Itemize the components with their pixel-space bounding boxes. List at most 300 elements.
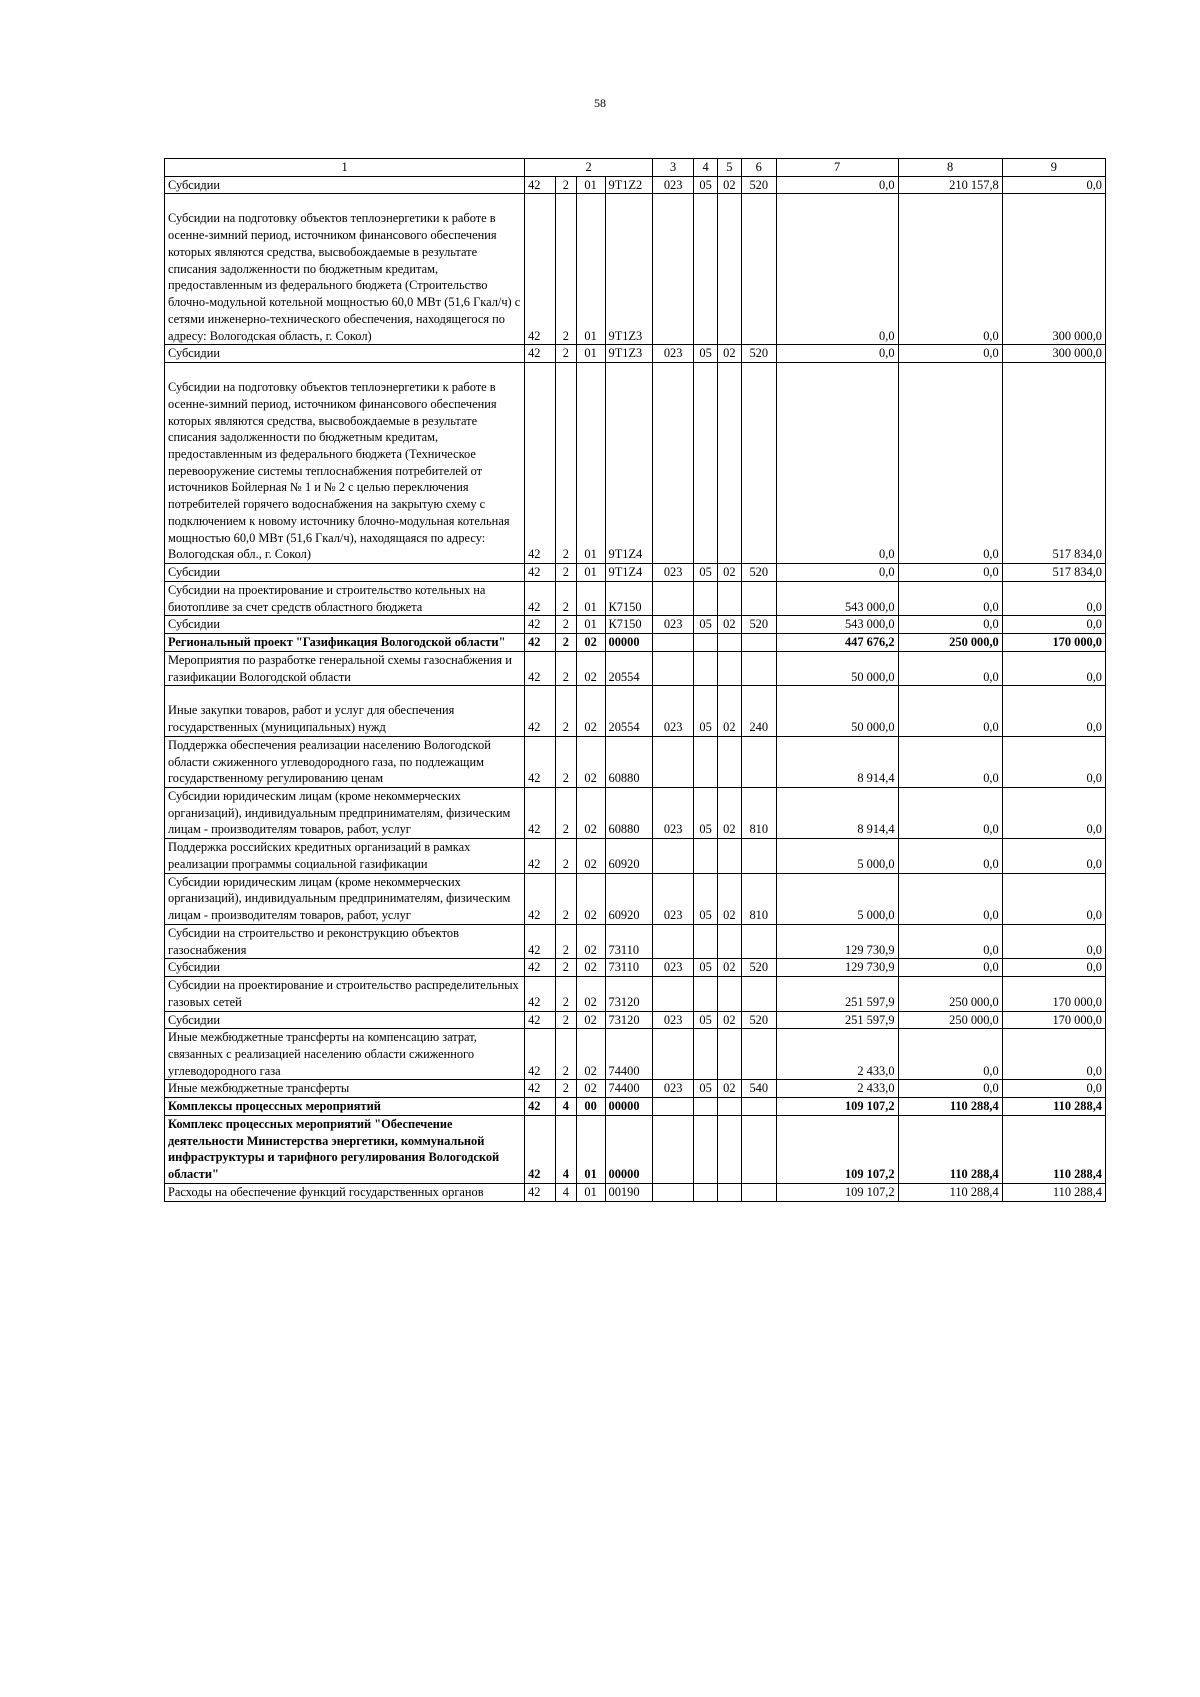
code-part: 00190 [605,1183,652,1201]
amount-col8: 0,0 [898,194,1002,345]
code-part: К7150 [605,581,652,615]
amount-col7: 129 730,9 [776,924,898,958]
code-part: К7150 [605,616,652,634]
code-part: 00000 [605,1115,652,1183]
section-code: 05 [694,1011,718,1029]
subsection-code: 02 [717,345,741,363]
code-part: 73120 [605,1011,652,1029]
section-code: 05 [694,686,718,736]
subsection-code: 02 [717,616,741,634]
code-part: 20554 [605,651,652,685]
amount-col8: 0,0 [898,686,1002,736]
code-part: 73110 [605,924,652,958]
expense-type-code: 520 [741,616,776,634]
ministry-code [653,736,694,787]
expense-type-code: 520 [741,345,776,363]
ministry-code: 023 [653,564,694,582]
amount-col8: 0,0 [898,564,1002,582]
code-part: 60920 [605,873,652,924]
amount-col8: 0,0 [898,736,1002,787]
subsection-code [717,1098,741,1116]
ministry-code [653,924,694,958]
code-part: 9Т1Z4 [605,363,652,564]
table-row [165,1011,1106,1029]
code-part: 42 [525,1115,556,1183]
amount-col7: 2 433,0 [776,1029,898,1080]
table-row-section [165,1115,1106,1183]
amount-col8: 110 288,4 [898,1098,1002,1116]
row-name: Иные межбюджетные трансферты на компенсацию затрат, связанных с реализацией населению области сжиженного углеводородного газа [165,1029,525,1080]
page-number: 58 [594,96,606,110]
amount-col8: 0,0 [898,787,1002,838]
code-part: 60880 [605,736,652,787]
expense-type-code: 240 [741,686,776,736]
code-part: 01 [576,345,605,363]
subsection-code [717,363,741,564]
amount-col8: 210 157,8 [898,176,1002,194]
table-row [165,363,1106,564]
amount-col7: 50 000,0 [776,686,898,736]
amount-col9: 0,0 [1002,736,1105,787]
ministry-code: 023 [653,686,694,736]
amount-col7: 50 000,0 [776,651,898,685]
code-part: 42 [525,616,556,634]
budget-table [164,158,1106,1202]
section-code [694,977,718,1011]
table-row [165,194,1106,345]
amount-col8: 0,0 [898,616,1002,634]
code-part: 9Т1Z3 [605,345,652,363]
code-part: 01 [576,581,605,615]
code-part: 42 [525,345,556,363]
expense-type-code [741,651,776,685]
code-part: 2 [556,977,577,1011]
code-part: 42 [525,977,556,1011]
section-code [694,363,718,564]
subsection-code: 02 [717,1080,741,1098]
code-part: 42 [525,1098,556,1116]
row-name: Иные межбюджетные трансферты [165,1080,525,1098]
row-name: Субсидии [165,345,525,363]
expense-type-code [741,736,776,787]
table-row [165,564,1106,582]
section-code [694,1098,718,1116]
subsection-code: 02 [717,176,741,194]
code-part: 9Т1Z3 [605,194,652,345]
amount-col8: 110 288,4 [898,1183,1002,1201]
code-part: 42 [525,1011,556,1029]
code-part: 73110 [605,959,652,977]
ministry-code [653,1098,694,1116]
expense-type-code [741,194,776,345]
ministry-code: 023 [653,787,694,838]
code-part: 74400 [605,1080,652,1098]
ministry-code: 023 [653,176,694,194]
amount-col9: 300 000,0 [1002,194,1105,345]
amount-col9: 517 834,0 [1002,363,1105,564]
code-part: 9Т1Z2 [605,176,652,194]
code-part: 02 [576,736,605,787]
amount-col7: 0,0 [776,363,898,564]
code-part: 9Т1Z4 [605,564,652,582]
code-part: 2 [556,959,577,977]
code-part: 02 [576,1080,605,1098]
amount-col9: 0,0 [1002,686,1105,736]
table-row [165,787,1106,838]
amount-col8: 110 288,4 [898,1115,1002,1183]
expense-type-code: 810 [741,873,776,924]
row-name: Комплексы процессных мероприятий [165,1098,525,1116]
subsection-code [717,736,741,787]
subsection-code [717,839,741,873]
table-row [165,736,1106,787]
section-code [694,651,718,685]
amount-col7: 251 597,9 [776,977,898,1011]
table-row [165,924,1106,958]
row-name: Субсидии на проектирование и строительство распределительных газовых сетей [165,977,525,1011]
section-code [694,194,718,345]
row-name [165,194,525,345]
expense-type-code [741,977,776,1011]
amount-col7: 8 914,4 [776,736,898,787]
table-row [165,1183,1106,1201]
code-part: 42 [525,1183,556,1201]
header-cell: 3 [653,159,694,177]
section-code [694,581,718,615]
section-code: 05 [694,176,718,194]
code-part: 4 [556,1098,577,1116]
code-part: 2 [556,581,577,615]
code-part: 01 [576,616,605,634]
section-code: 05 [694,345,718,363]
amount-col9: 0,0 [1002,581,1105,615]
row-name: Субсидии юридическим лицам (кроме некоммерческих организаций), индивидуальным предпринимателям, физическим лицам - производителям товаров, работ, услуг [165,787,525,838]
table-row [165,616,1106,634]
amount-col8: 0,0 [898,651,1002,685]
table-row [165,959,1106,977]
code-part: 60920 [605,839,652,873]
code-part: 2 [556,686,577,736]
ministry-code [653,1029,694,1080]
amount-col8: 0,0 [898,959,1002,977]
table-row [165,1080,1106,1098]
amount-col9: 0,0 [1002,873,1105,924]
code-part: 74400 [605,1029,652,1080]
section-code [694,1183,718,1201]
expense-type-code: 810 [741,787,776,838]
amount-col7: 0,0 [776,345,898,363]
row-name: Субсидии юридическим лицам (кроме некоммерческих организаций), индивидуальным предпринимателям, физическим лицам - производителям товаров, работ, услуг [165,873,525,924]
section-code [694,924,718,958]
amount-col7: 0,0 [776,564,898,582]
row-name: Субсидии [165,564,525,582]
code-part: 42 [525,924,556,958]
ministry-code [653,581,694,615]
code-part: 42 [525,787,556,838]
code-part: 02 [576,839,605,873]
subsection-code [717,581,741,615]
row-name: Мероприятия по разработке генеральной схемы газоснабжения и газификации Вологодской области [165,651,525,685]
table-row [165,651,1106,685]
subsection-code [717,924,741,958]
section-code [694,839,718,873]
amount-col9: 0,0 [1002,1029,1105,1080]
amount-col7: 543 000,0 [776,581,898,615]
amount-col7: 109 107,2 [776,1115,898,1183]
row-name: Поддержка российских кредитных организаций в рамках реализации программы социальной газификации [165,839,525,873]
ministry-code [653,1115,694,1183]
amount-col8: 0,0 [898,873,1002,924]
row-name-text: Субсидии на подготовку объектов теплоэнергетики к работе в осенне-зимний период, источником финансового обеспечения которых являются средства, высвобождаемые в результате списания задолженности по бюджетным кредитам, предоставленным из федерального бюджета (Техническое перевооружение системы теплоснабжения потребителей от источников Бойлерная № 1 и № 2 с целью переключения потребителей горячего водоснабжения на закрытую схему с подключением к новому источнику блочно-модульная котельная мощностью 60,0 МВт (51,6 Гкал/ч), находящаяся по адресу: Вологодская обл., г. Сокол) [168,380,510,562]
code-part: 42 [525,839,556,873]
header-row [165,159,1106,177]
amount-col9: 170 000,0 [1002,634,1105,652]
amount-col7: 543 000,0 [776,616,898,634]
subsection-code [717,1115,741,1183]
code-part: 2 [556,1080,577,1098]
expense-type-code [741,634,776,652]
section-code: 05 [694,616,718,634]
amount-col7: 447 676,2 [776,634,898,652]
row-name [165,686,525,736]
amount-col8: 250 000,0 [898,634,1002,652]
amount-col9: 0,0 [1002,176,1105,194]
amount-col7: 5 000,0 [776,873,898,924]
row-name: Субсидии на проектирование и строительство котельных на биотопливе за счет средств областного бюджета [165,581,525,615]
code-part: 02 [576,873,605,924]
table-row [165,873,1106,924]
subsection-code [717,651,741,685]
code-part: 4 [556,1183,577,1201]
ministry-code [653,1183,694,1201]
code-part: 42 [525,581,556,615]
amount-col9: 0,0 [1002,839,1105,873]
row-name: Комплекс процессных мероприятий "Обеспечение деятельности Министерства энергетики, коммунальной инфраструктуры и тарифного регулирования Вологодской области" [165,1115,525,1183]
table-row-section [165,634,1106,652]
amount-col7: 251 597,9 [776,1011,898,1029]
amount-col8: 0,0 [898,839,1002,873]
code-part: 2 [556,616,577,634]
expense-type-code [741,1029,776,1080]
ministry-code [653,194,694,345]
ministry-code [653,977,694,1011]
ministry-code: 023 [653,616,694,634]
code-part: 2 [556,1029,577,1080]
expense-type-code [741,1115,776,1183]
code-part: 01 [576,1115,605,1183]
section-code [694,736,718,787]
amount-col8: 0,0 [898,924,1002,958]
code-part: 02 [576,787,605,838]
amount-col8: 0,0 [898,1080,1002,1098]
code-part: 73120 [605,977,652,1011]
section-code [694,634,718,652]
header-cell: 2 [525,159,653,177]
header-cell: 8 [898,159,1002,177]
section-code: 05 [694,787,718,838]
amount-col7: 129 730,9 [776,959,898,977]
amount-col7: 5 000,0 [776,839,898,873]
code-part: 01 [576,176,605,194]
table-row [165,345,1106,363]
table-row-section [165,1098,1106,1116]
table-row [165,977,1106,1011]
subsection-code [717,1029,741,1080]
ministry-code: 023 [653,1080,694,1098]
expense-type-code [741,924,776,958]
code-part: 02 [576,1029,605,1080]
code-part: 02 [576,1011,605,1029]
expense-type-code [741,839,776,873]
code-part: 42 [525,363,556,564]
table-row [165,176,1106,194]
amount-col9: 110 288,4 [1002,1183,1105,1201]
row-name [165,363,525,564]
code-part: 42 [525,736,556,787]
code-part: 2 [556,363,577,564]
header-cell: 1 [165,159,525,177]
code-part: 01 [576,1183,605,1201]
table-row [165,581,1106,615]
table-row [165,686,1106,736]
ministry-code [653,634,694,652]
code-part: 2 [556,736,577,787]
header-cell: 6 [741,159,776,177]
code-part: 2 [556,176,577,194]
section-code: 05 [694,1080,718,1098]
expense-type-code [741,1183,776,1201]
ministry-code: 023 [653,873,694,924]
ministry-code: 023 [653,959,694,977]
amount-col8: 0,0 [898,363,1002,564]
code-part: 60880 [605,787,652,838]
code-part: 42 [525,1080,556,1098]
code-part: 42 [525,176,556,194]
expense-type-code: 540 [741,1080,776,1098]
amount-col9: 110 288,4 [1002,1115,1105,1183]
code-part: 02 [576,686,605,736]
subsection-code: 02 [717,564,741,582]
code-part: 42 [525,651,556,685]
amount-col9: 170 000,0 [1002,977,1105,1011]
header-cell: 7 [776,159,898,177]
ministry-code: 023 [653,345,694,363]
row-name: Субсидии на строительство и реконструкцию объектов газоснабжения [165,924,525,958]
row-name: Субсидии [165,959,525,977]
code-part: 42 [525,873,556,924]
section-code: 05 [694,959,718,977]
subsection-code: 02 [717,787,741,838]
code-part: 42 [525,194,556,345]
code-part: 2 [556,651,577,685]
ministry-code [653,363,694,564]
expense-type-code [741,363,776,564]
code-part: 4 [556,1115,577,1183]
code-part: 20554 [605,686,652,736]
subsection-code: 02 [717,959,741,977]
section-code [694,1029,718,1080]
row-name-text: Субсидии на подготовку объектов теплоэнергетики к работе в осенне-зимний период, источником финансового обеспечения которых являются средства, высвобождаемые в результате списания задолженности по бюджетным кредитам, предоставленным из федерального бюджета (Строительство блочно-модульной котельной мощностью 60,0 МВт (51,6 Гкал/ч) с сетями инженерно-технического обеспечения, находящегося по адресу: Вологодская область, г. Сокол) [168,211,521,343]
row-name: Расходы на обеспечение функций государственных органов [165,1183,525,1201]
amount-col8: 0,0 [898,345,1002,363]
code-part: 42 [525,564,556,582]
expense-type-code: 520 [741,959,776,977]
amount-col7: 8 914,4 [776,787,898,838]
header-cell: 5 [717,159,741,177]
expense-type-code: 520 [741,176,776,194]
subsection-code [717,1183,741,1201]
subsection-code [717,634,741,652]
amount-col9: 0,0 [1002,787,1105,838]
expense-type-code: 520 [741,1011,776,1029]
row-name: Субсидии [165,1011,525,1029]
amount-col8: 0,0 [898,1029,1002,1080]
code-part: 01 [576,363,605,564]
code-part: 2 [556,924,577,958]
ministry-code [653,839,694,873]
subsection-code: 02 [717,873,741,924]
amount-col7: 0,0 [776,176,898,194]
row-name: Региональный проект "Газификация Вологодской области" [165,634,525,652]
amount-col9: 517 834,0 [1002,564,1105,582]
expense-type-code [741,581,776,615]
subsection-code: 02 [717,1011,741,1029]
code-part: 00000 [605,1098,652,1116]
expense-type-code: 520 [741,564,776,582]
code-part: 00000 [605,634,652,652]
code-part: 02 [576,634,605,652]
subsection-code [717,194,741,345]
expense-type-code [741,1098,776,1116]
amount-col9: 170 000,0 [1002,1011,1105,1029]
code-part: 2 [556,564,577,582]
row-name: Поддержка обеспечения реализации населению Вологодской области сжиженного углеводородного газа, по подлежащим государственному регулированию ценам [165,736,525,787]
row-name: Субсидии [165,616,525,634]
table-row [165,839,1106,873]
row-name-text: Иные закупки товаров, работ и услуг для обеспечения государственных (муниципальных) нужд [168,703,455,735]
amount-col9: 0,0 [1002,959,1105,977]
header-cell: 9 [1002,159,1105,177]
code-part: 42 [525,959,556,977]
code-part: 01 [576,194,605,345]
amount-col9: 300 000,0 [1002,345,1105,363]
code-part: 02 [576,924,605,958]
ministry-code [653,651,694,685]
code-part: 42 [525,1029,556,1080]
amount-col7: 2 433,0 [776,1080,898,1098]
code-part: 02 [576,977,605,1011]
row-name: Субсидии [165,176,525,194]
table-row [165,1029,1106,1080]
amount-col7: 109 107,2 [776,1098,898,1116]
section-code: 05 [694,873,718,924]
code-part: 42 [525,634,556,652]
amount-col9: 0,0 [1002,651,1105,685]
code-part: 42 [525,686,556,736]
amount-col8: 0,0 [898,581,1002,615]
ministry-code: 023 [653,1011,694,1029]
code-part: 00 [576,1098,605,1116]
code-part: 2 [556,634,577,652]
amount-col7: 0,0 [776,194,898,345]
amount-col7: 109 107,2 [776,1183,898,1201]
code-part: 2 [556,1011,577,1029]
amount-col9: 110 288,4 [1002,1098,1105,1116]
amount-col9: 0,0 [1002,616,1105,634]
code-part: 2 [556,787,577,838]
code-part: 01 [576,564,605,582]
code-part: 2 [556,194,577,345]
